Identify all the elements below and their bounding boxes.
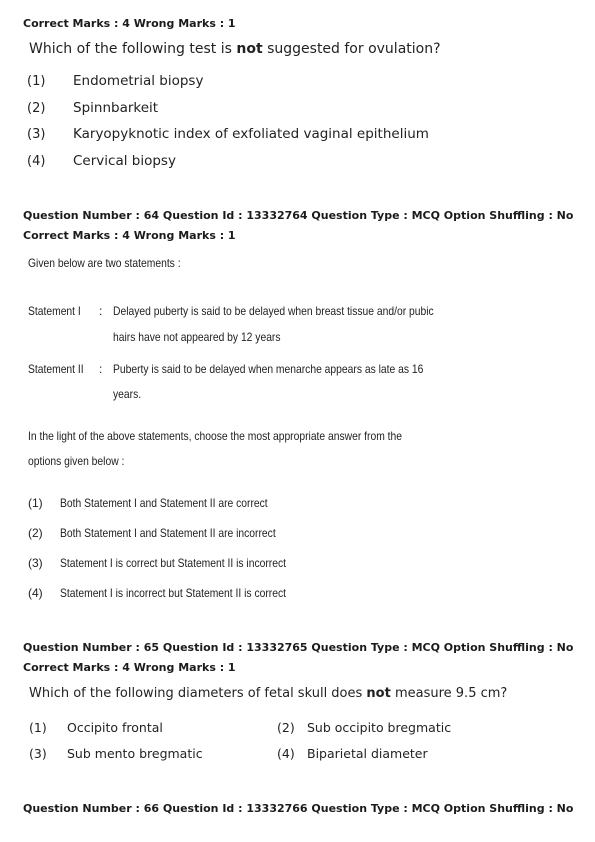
q64-intro: Given below are two statements :: [28, 256, 181, 270]
q64-statement2-label: Statement II: [28, 362, 84, 376]
q63-option-3-text: Karyopyknotic index of exfoliated vaginal epithelium: [73, 126, 429, 142]
q65-option-1-text: Occipito frontal: [67, 720, 163, 735]
q63-question-pre: Which of the following test is: [29, 41, 237, 57]
q64-option-4-text: Statement I is incorrect but Statement II is correct: [60, 586, 286, 600]
q64-option-4-num: (4): [28, 586, 43, 600]
q65-option-4-num: (4): [277, 746, 295, 761]
q64-statement1-label: Statement I: [28, 304, 81, 318]
q63-question-bold: not: [236, 41, 263, 57]
q63-marks: Correct Marks : 4 Wrong Marks : 1: [23, 17, 236, 30]
q63-option-1-text: Endometrial biopsy: [73, 73, 204, 89]
q65-option-2-num: (2): [277, 720, 295, 735]
q64-statement2-line1: Puberty is said to be delayed when menarche appears as late as 16: [113, 362, 424, 376]
q64-statement2-line2: years.: [113, 387, 142, 401]
q64-instruction-line2: options given below :: [28, 454, 125, 468]
q64-instruction-line1: In the light of the above statements, choose the most appropriate answer from the: [28, 429, 403, 443]
q64-marks: Correct Marks : 4 Wrong Marks : 1: [23, 229, 236, 242]
q65-option-4-text: Biparietal diameter: [307, 746, 428, 761]
q64-option-2-text: Both Statement I and Statement II are incorrect: [60, 526, 276, 540]
q65-marks: Correct Marks : 4 Wrong Marks : 1: [23, 661, 236, 674]
q64-statement1-line1: Delayed puberty is said to be delayed when breast tissue and/or pubic: [113, 304, 434, 318]
q64-option-1-num: (1): [28, 496, 43, 510]
q64-option-2-num: (2): [28, 526, 43, 540]
q65-question-text: [29, 686, 507, 701]
q65-option-3-num: (3): [29, 746, 47, 761]
q64-option-3-num: (3): [28, 556, 43, 570]
q65-option-3-text: Sub mento bregmatic: [67, 746, 203, 761]
q63-option-3-num: (3): [27, 127, 46, 142]
q65-header: Question Number : 65 Question Id : 13332765 Question Type : MCQ Option Shuffling : No: [23, 641, 574, 654]
q65-question-post: measure 9.5 cm?: [390, 686, 508, 701]
q63-question-text: [29, 41, 441, 57]
q65-question-bold: not: [366, 686, 391, 701]
q64-option-1-text: Both Statement I and Statement II are correct: [60, 496, 268, 510]
q65-question-pre: Which of the following diameters of fetal skull does: [29, 686, 367, 701]
q64-statement2-colon: :: [99, 362, 103, 376]
q63-option-2-num: (2): [27, 101, 46, 116]
q63-option-2-text: Spinnbarkeit: [73, 100, 159, 116]
q66-header: Question Number : 66 Question Id : 13332766 Question Type : MCQ Option Shuffling : No: [23, 802, 574, 815]
q63-option-4-text: Cervical biopsy: [73, 153, 176, 169]
q64-statement1-line2: hairs have not appeared by 12 years: [113, 330, 281, 344]
q64-header: Question Number : 64 Question Id : 13332764 Question Type : MCQ Option Shuffling : No: [23, 209, 574, 222]
q65-option-1-num: (1): [29, 720, 47, 735]
q63-option-1-num: (1): [27, 74, 46, 89]
q65-option-2-text: Sub occipito bregmatic: [307, 720, 452, 735]
q63-question-post: suggested for ovulation?: [262, 41, 441, 57]
q63-option-4-num: (4): [27, 154, 46, 169]
q64-statement1-colon: :: [99, 304, 103, 318]
q64-option-3-text: Statement I is correct but Statement II is incorrect: [60, 556, 286, 570]
